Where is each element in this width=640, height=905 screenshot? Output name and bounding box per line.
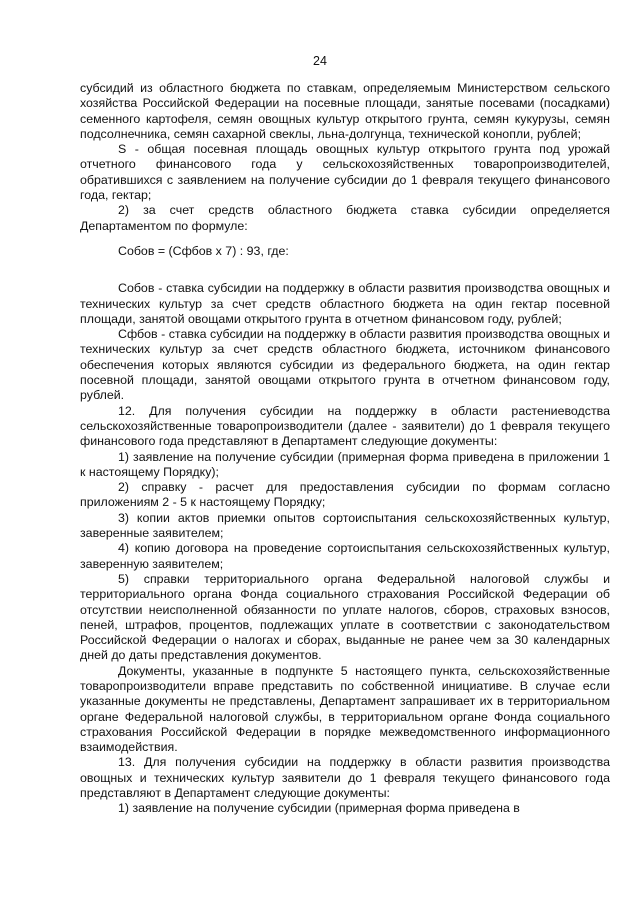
- paragraph-sfbov-definition: Сфбов - ставка субсидии на поддержку в области развития производства овощных и технических культур за счет средств областного бюджета, источником финансового обеспечения которых являются субсидии из федерального бюджета, на один гектар посевной площади, занятой овощами открытого грунта в отчетном финансовом году, рублей.: [80, 327, 610, 403]
- list-item-13-1: 1) заявление на получение субсидии (примерная форма приведена в: [118, 801, 520, 816]
- formula: Собов = (Сфбов x 7) : 93, где:: [118, 243, 289, 258]
- list-item-12-1: 1) заявление на получение субсидии (примерная форма приведена в приложении 1 к настоящему Порядку);: [80, 449, 610, 479]
- paragraph-item-12: 12. Для получения субсидии на поддержку в области растениеводства сельскохозяйственные товаропроизводители (далее - заявители) до 1 февраля текущего финансового года представляют в Департамент следующие документы:: [80, 403, 610, 449]
- list-item-12-3: 3) копии актов приемки опытов сортоиспытания сельскохозяйственных культур, заверенные заявителем;: [80, 510, 610, 541]
- page-number: 24: [313, 54, 327, 68]
- paragraph-item-13: 13. Для получения субсидии на поддержку в области развития производства овощных и технических культур заявители до 1 февраля текущего финансового года представляют в Департамент следующие документы:: [80, 755, 610, 801]
- list-item-12-5: 5) справки территориального органа Федеральной налоговой службы и территориального органа Фонда социального страхования Российской Федерации об отсутствии неисполненной обязанности по уплате налогов, сборов, страховых взносов, пеней, штрафов, процентов, подлежащих уплате в соответствии с законодательством Российской Федерации о налогах и сборах, выданные не ранее чем за 30 календарных дней до даты представления документов.: [80, 571, 610, 663]
- paragraph-regional-budget-rate: 2) за счет средств областного бюджета ставка субсидии определяется Департаментом по формуле:: [80, 203, 610, 233]
- paragraph-s-definition: S - общая посевная площадь овощных культур открытого грунта под урожай отчетного финансового года у сельскохозяйственных товаропроизводителей, обратившихся с заявлением на получение субсидии до 1 февраля текущего финансового года, гектар;: [80, 142, 610, 203]
- list-item-12-4: 4) копию договора на проведение сортоиспытания сельскохозяйственных культур, заверенную заявителем;: [80, 541, 610, 571]
- paragraph-documents-note: Документы, указанные в подпункте 5 настоящего пункта, сельскохозяйственные товаропроизводители вправе представить по собственной инициативе. В случае если указанные документы не представлены, Департамент запрашивает их в территориальном органе Федеральной налоговой службы, в территориальном органе Фонда социального страхования Российской Федерации в порядке межведомственного информационного взаимодействия.: [80, 663, 610, 755]
- list-item-12-2: 2) справку - расчет для предоставления субсидии по формам согласно приложениям 2 - 5 к настоящему Порядку;: [80, 480, 610, 510]
- paragraph-sobov-definition: Собов - ставка субсидии на поддержку в области развития производства овощных и технических культур за счет средств областного бюджета на один гектар посевной площади, занятой овощами открытого грунта в отчетном финансовом году, рублей;: [80, 281, 610, 326]
- paragraph-subsidy-rates-continuation: субсидий из областного бюджета по ставкам, определяемым Министерством сельского хозяйства Российской Федерации на посевные площади, занятые посевами (посадками) семенного картофеля, семян овощных культур открытого грунта, семян кукурузы, семян подсолнечника, семян сахарной свеклы, льна-долгунца, технической конопли, рублей;: [80, 81, 610, 141]
- document-body: [80, 81, 610, 817]
